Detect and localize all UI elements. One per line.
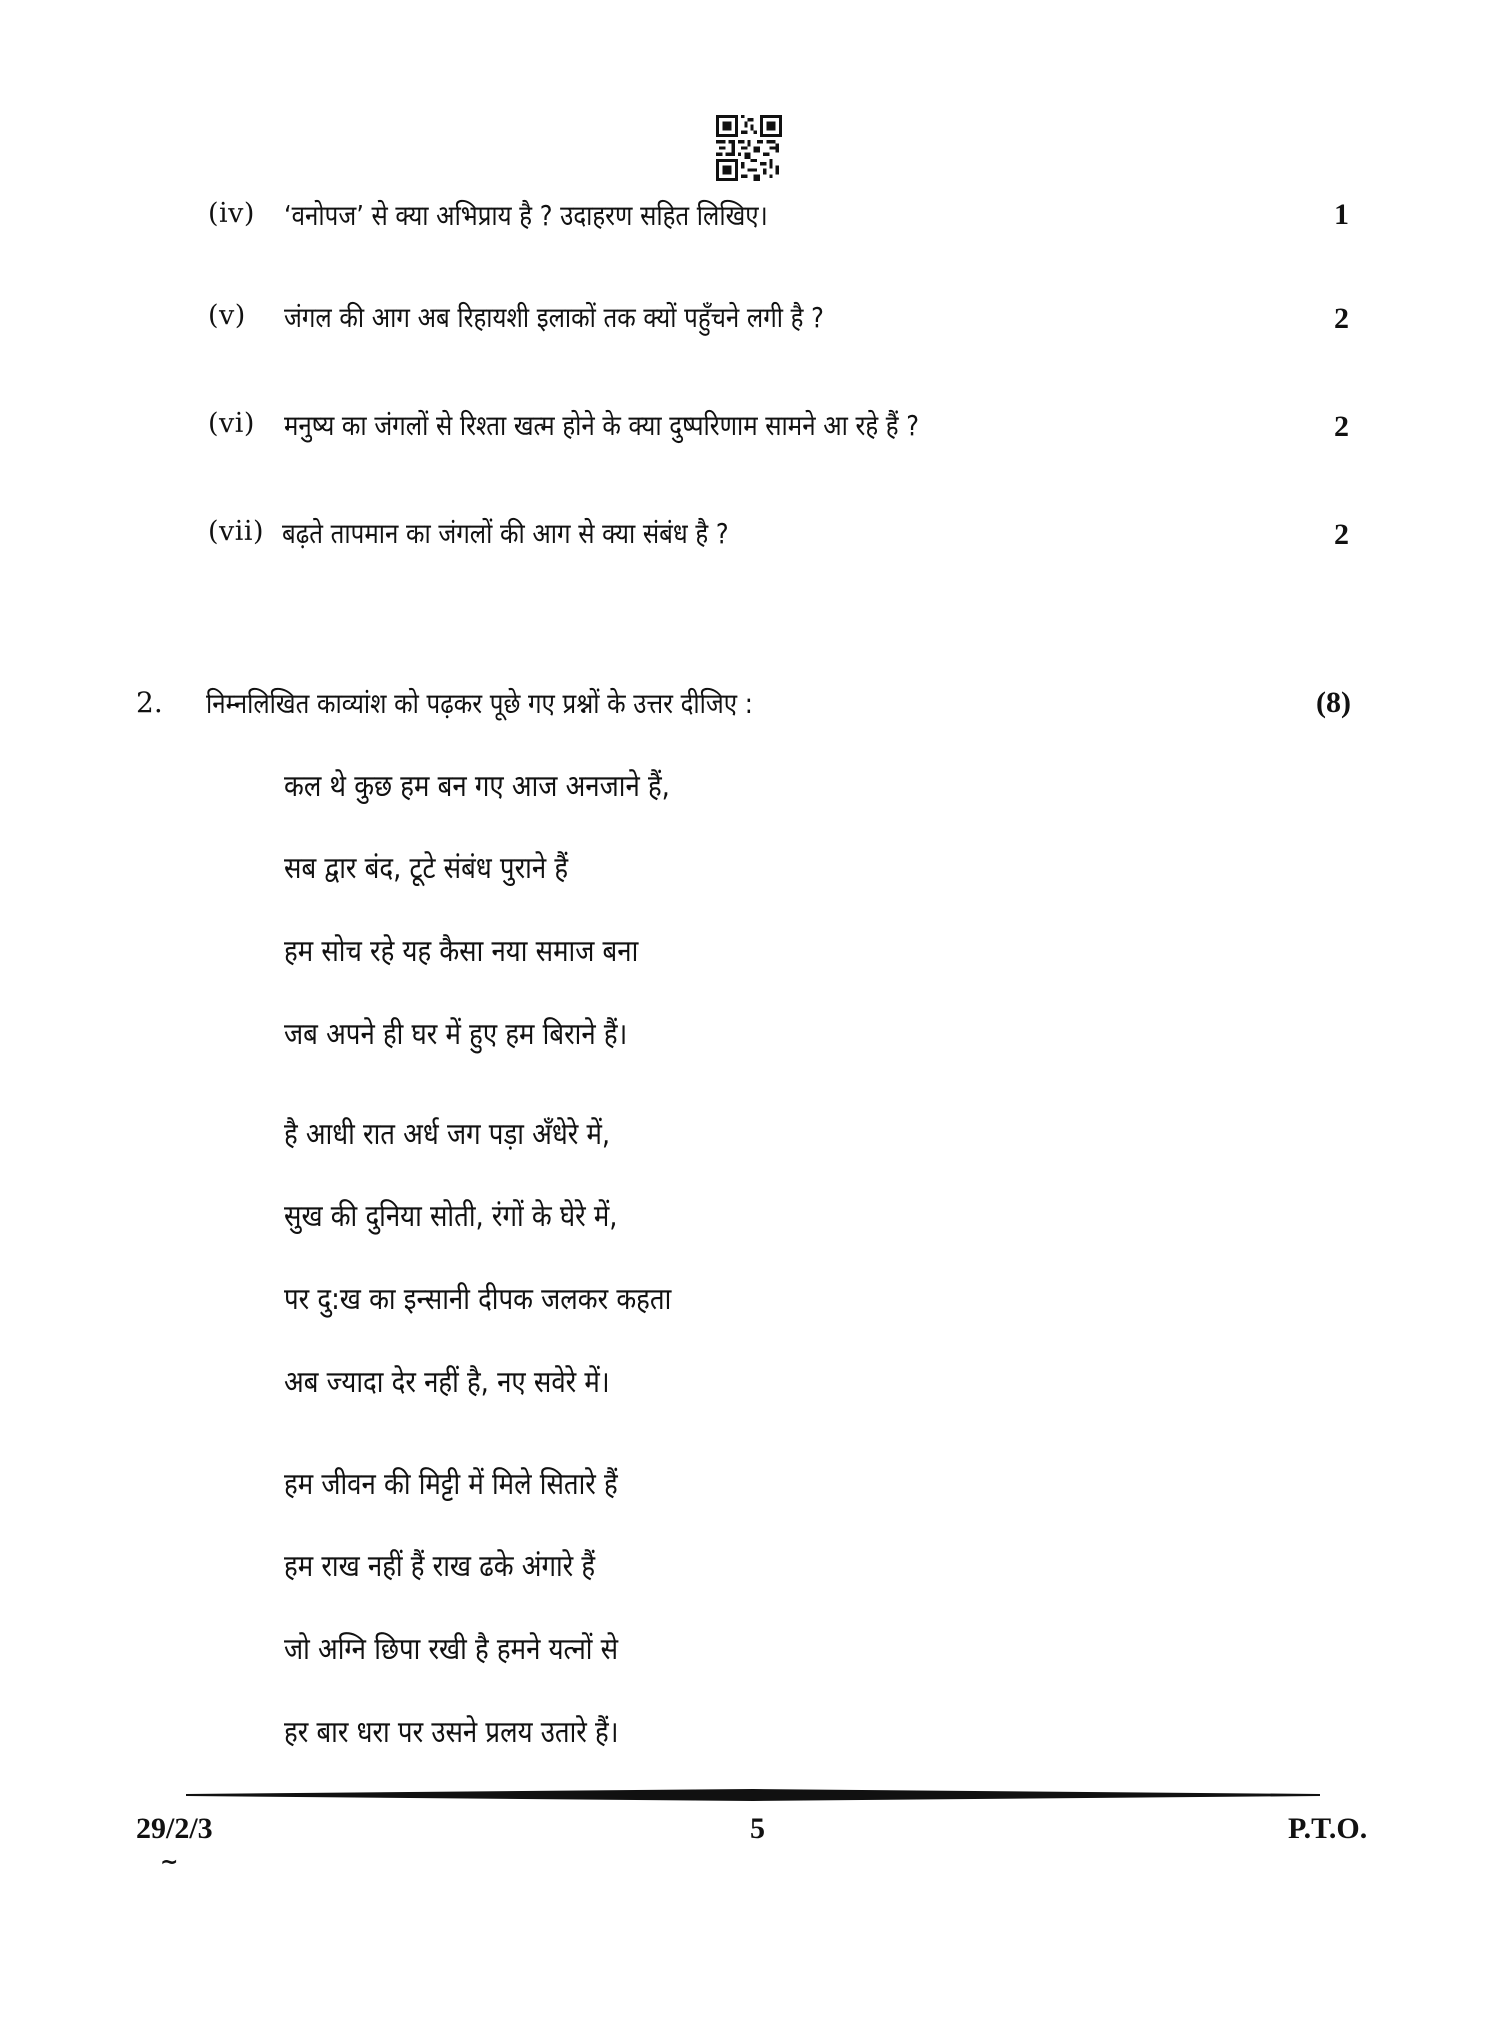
tilde-mark: ~ [160, 1850, 179, 1875]
poem-line: जो अग्नि छिपा रखी है हमने यत्नों से [284, 1632, 619, 1667]
poem-line: है आधी रात अर्ध जग पड़ा अँधेरे में, [284, 1117, 611, 1152]
poem-line: कल थे कुछ हम बन गए आज अनजाने हैं, [284, 769, 670, 804]
subquestion-text: जंगल की आग अब रिहायशी इलाकों तक क्यों पहुँचने लगी है ? [284, 301, 824, 334]
marks-value: 2 [1334, 410, 1349, 443]
question-marks: (8) [1316, 686, 1351, 719]
paper-code: 29/2/3 [136, 1812, 213, 1845]
poem-line: हम सोच रहे यह कैसा नया समाज बना [284, 934, 639, 969]
poem-line: हर बार धरा पर उसने प्रलय उतारे हैं। [284, 1715, 619, 1750]
please-turn-over: P.T.O. [1288, 1812, 1368, 1845]
footer-divider [186, 1789, 1320, 1801]
question-number: 2. [136, 686, 163, 719]
poem-line: अब ज्यादा देर नहीं है, नए सवेरे में। [284, 1365, 610, 1400]
marks-value: 2 [1334, 302, 1349, 335]
poem-line: जब अपने ही घर में हुए हम बिराने हैं। [284, 1017, 628, 1052]
page-number: 5 [750, 1812, 765, 1845]
subquestion-label: (vi) [208, 408, 255, 439]
subquestion-label: (v) [208, 300, 246, 331]
marks-value: 1 [1334, 198, 1349, 231]
qr-code-icon [716, 115, 782, 181]
poem-line: हम जीवन की मिट्टी में मिले सितारे हैं [284, 1467, 618, 1502]
marks-value: 2 [1334, 518, 1349, 551]
subquestion-text: मनुष्य का जंगलों से रिश्ता खत्म होने के क्या दुष्परिणाम सामने आ रहे हैं ? [284, 409, 920, 442]
poem-line: सुख की दुनिया सोती, रंगों के घेरे में, [284, 1199, 618, 1234]
subquestion-text: ‘वनोपज’ से क्या अभिप्राय है ? उदाहरण सहित लिखिए। [284, 199, 768, 232]
subquestion-text: बढ़ते तापमान का जंगलों की आग से क्या संबंध है ? [282, 517, 729, 550]
subquestion-label: (vii) [208, 516, 265, 547]
poem-line: पर दु:ख का इन्सानी दीपक जलकर कहता [284, 1282, 672, 1317]
subquestion-label: (iv) [208, 198, 255, 229]
question-instruction: निम्नलिखित काव्यांश को पढ़कर पूछे गए प्रश्नों के उत्तर दीजिए : [206, 687, 753, 720]
poem-line: हम राख नहीं हैं राख ढके अंगारे हैं [284, 1549, 596, 1584]
poem-line: सब द्वार बंद, टूटे संबंध पुराने हैं [284, 851, 569, 886]
